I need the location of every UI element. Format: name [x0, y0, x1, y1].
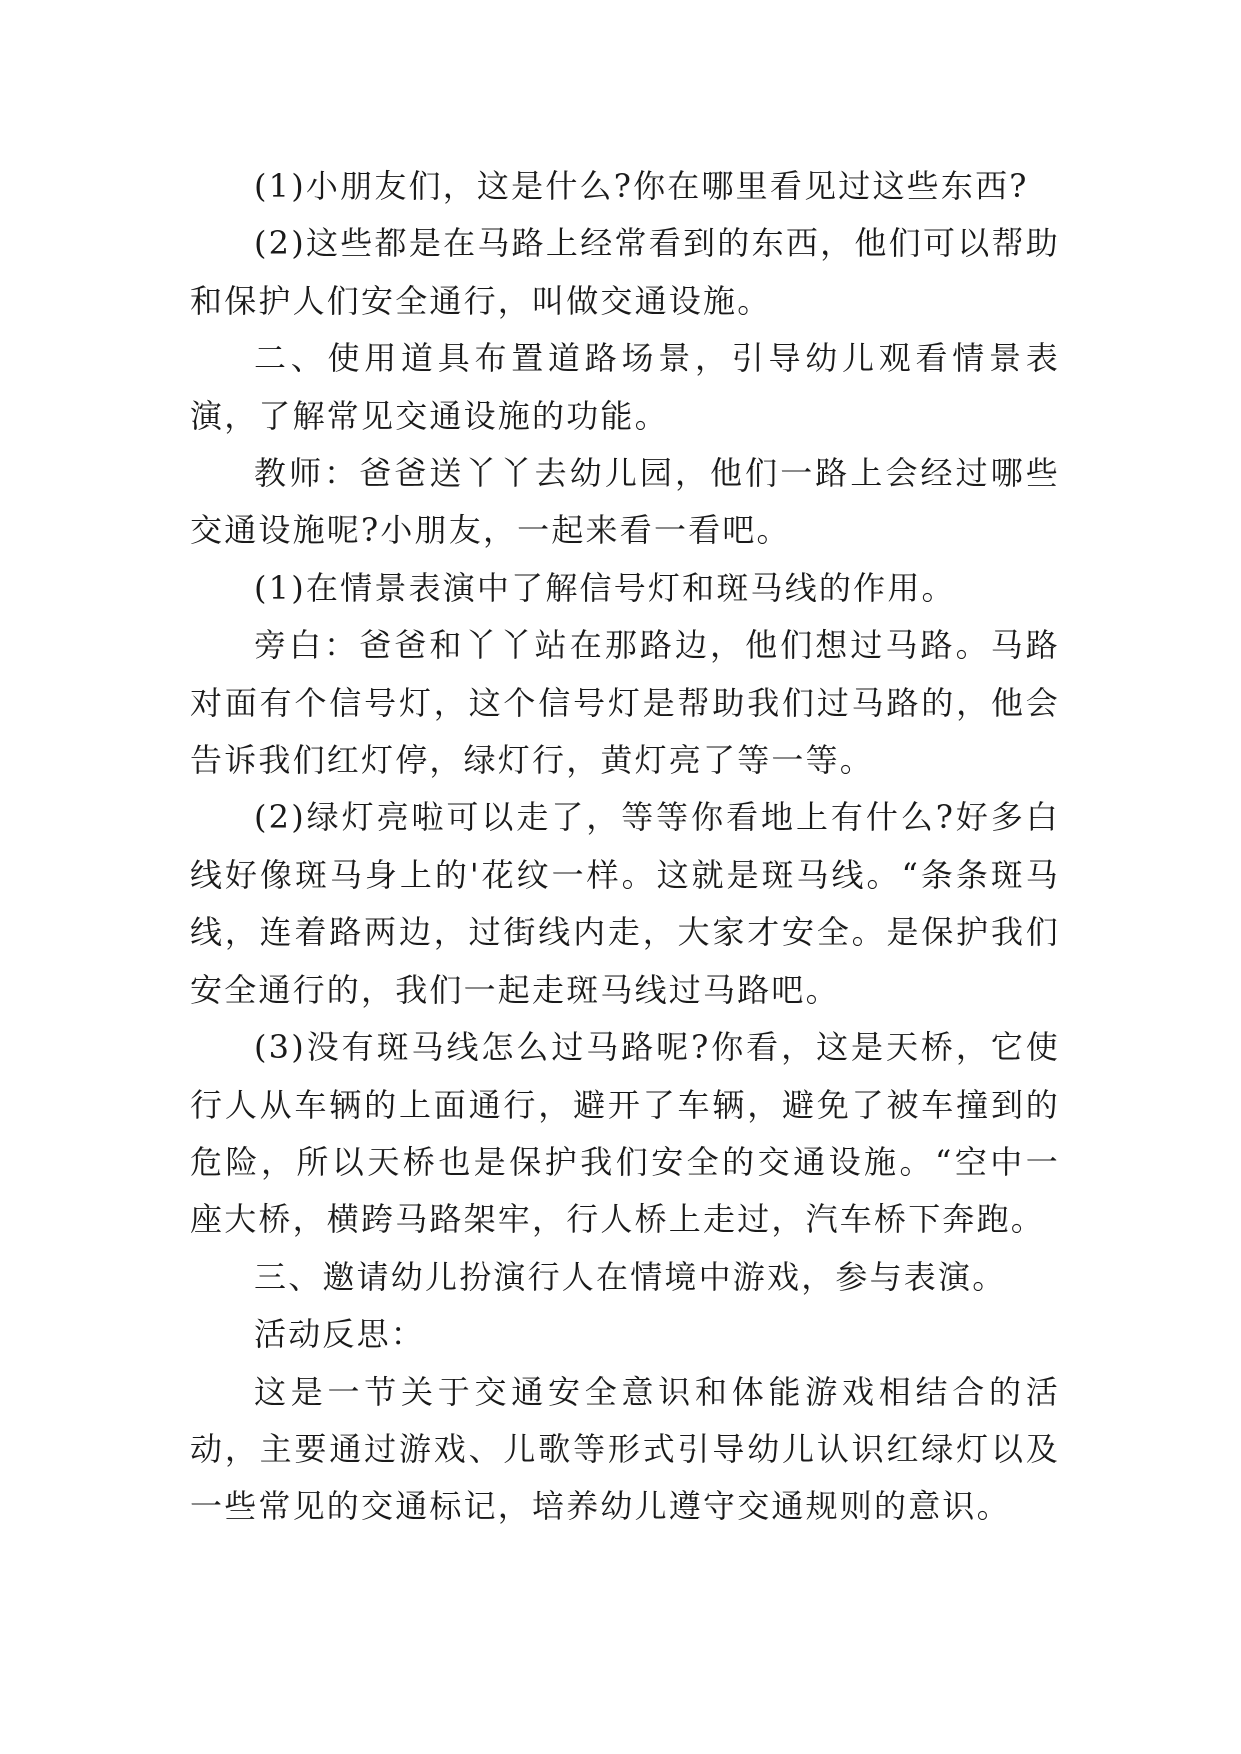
paragraph: (3)没有斑马线怎么过马路呢?你看，这是天桥，它使行人从车辆的上面通行，避开了车辆，避免了被车撞到的危险，所以天桥也是保护我们安全的交通设施。“空中一座大桥，横跨马路架牢，行人桥上走过，汽车桥下奔跑。 [190, 1028, 1060, 1239]
paragraph: 这是一节关于交通安全意识和体能游戏相结合的活动，主要通过游戏、儿歌等形式引导幼儿认识红绿灯以及一些常见的交通标记，培养幼儿遵守交通规则的意识。 [190, 1372, 1060, 1526]
paragraph: (1)小朋友们，这是什么?你在哪里看见过这些东西? [254, 167, 1029, 205]
paragraph: (2)这些都是在马路上经常看到的东西，他们可以帮助和保护人们安全通行，叫做交通设施。 [190, 224, 1060, 320]
section-heading: 三、邀请幼儿扮演行人在情境中游戏，参与表演。 [254, 1257, 1007, 1296]
paragraph: 教师：爸爸送丫丫去幼儿园，他们一路上会经过哪些交通设施呢?小朋友，一起来看一看吧。 [190, 454, 1060, 550]
section-heading: 二、使用道具布置道路场景，引导幼儿观看情景表演，了解常见交通设施的功能。 [190, 339, 1060, 435]
document-body [190, 158, 1060, 1536]
paragraph: (2)绿灯亮啦可以走了，等等你看地上有什么?好多白线好像斑马身上的'花纹一样。这就是斑马线。“条条斑马线，连着路两边，过街线内走，大家才安全。是保护我们安全通行的，我们一起走斑马线过马路吧。 [190, 798, 1060, 1009]
paragraph: 旁白：爸爸和丫丫站在那路边，他们想过马路。马路对面有个信号灯，这个信号灯是帮助我们过马路的，他会告诉我们红灯停，绿灯行，黄灯亮了等一等。 [190, 626, 1060, 780]
paragraph: (1)在情景表演中了解信号灯和斑马线的作用。 [254, 568, 956, 607]
section-heading: 活动反思： [254, 1315, 426, 1354]
